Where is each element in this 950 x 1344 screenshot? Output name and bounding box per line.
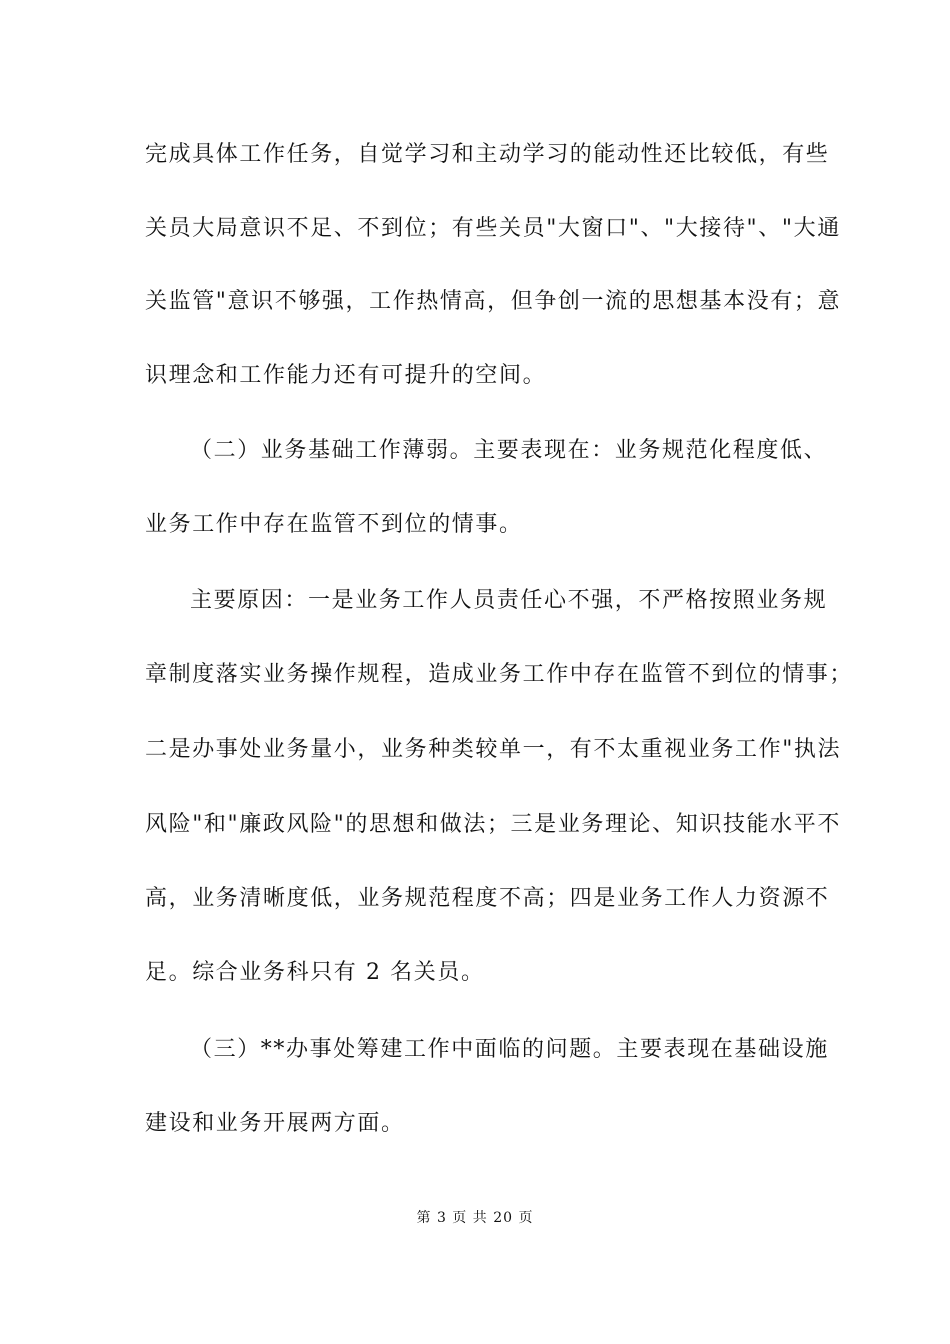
body-line-14: 建设和业务开展两方面。 (145, 1111, 405, 1136)
body-line-1: 完成具体工作任务，自觉学习和主动学习的能动性还比较低，有些 (145, 142, 830, 167)
section-heading-3: （三）**办事处筹建工作中面临的问题。主要表现在基础设施 (190, 1037, 829, 1062)
body-line-12: 足。综合业务科只有 2 名关员。 (145, 960, 485, 985)
page-footer (0, 1208, 950, 1228)
paragraph-main-reasons: 主要原因：一是业务工作人员责任心不强，不严格按照业务规 (190, 588, 828, 613)
page-number: 第 3 页 共 20 页 (416, 1210, 534, 1226)
body-line-9: 二是办事处业务量小，业务种类较单一，有不太重视业务工作"执法 (145, 737, 842, 762)
body-line-8: 章制度落实业务操作规程，造成业务工作中存在监管不到位的情事； (145, 662, 854, 687)
body-line-3: 关监管"意识不够强，工作热情高，但争创一流的思想基本没有；意 (145, 289, 842, 314)
section-heading-2: （二）业务基础工作薄弱。主要表现在：业务规范化程度低、 (190, 438, 828, 463)
body-line-4: 识理念和工作能力还有可提升的空间。 (145, 363, 547, 388)
body-line-2: 关员大局意识不足、不到位；有些关员"大窗口"、"大接待"、"大通 (145, 216, 841, 241)
body-line-11: 高，业务清晰度低，业务规范程度不高；四是业务工作人力资源不 (145, 886, 830, 911)
body-line-10: 风险"和"廉政风险"的思想和做法；三是业务理论、知识技能水平不 (145, 812, 841, 837)
body-line-6: 业务工作中存在监管不到位的情事。 (145, 512, 523, 537)
